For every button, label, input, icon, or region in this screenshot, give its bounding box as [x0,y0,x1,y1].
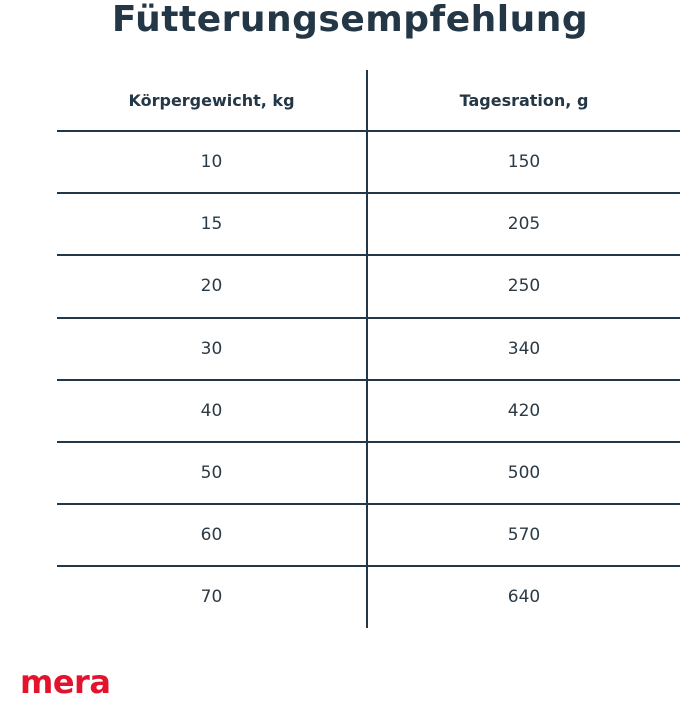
page-title: Fütterungsempfehlung [111,0,589,40]
table-cell-ration: 500 [507,463,541,483]
table-cell-weight: 20 [200,276,223,296]
table-cell-weight: 10 [200,152,223,172]
brand-logo: mera [20,663,111,701]
header-body-weight: Körpergewicht, kg [128,91,295,110]
table-cell-weight: 50 [200,463,223,483]
table-cell-weight: 15 [200,214,223,234]
table-cell-ration: 150 [507,152,541,172]
table-cell-weight: 30 [200,339,223,359]
header-daily-ration: Tagesration, g [459,91,589,110]
table-cell-weight: 60 [200,525,223,545]
table-cell-ration: 570 [507,525,541,545]
table-cell-ration: 340 [507,339,541,359]
table-cell-ration: 205 [507,214,541,234]
table-cell-ration: 250 [507,276,541,296]
table-cell-weight: 40 [200,401,223,421]
table-cell-ration: 640 [507,587,541,607]
table-cell-ration: 420 [507,401,541,421]
table-cell-weight: 70 [200,587,223,607]
